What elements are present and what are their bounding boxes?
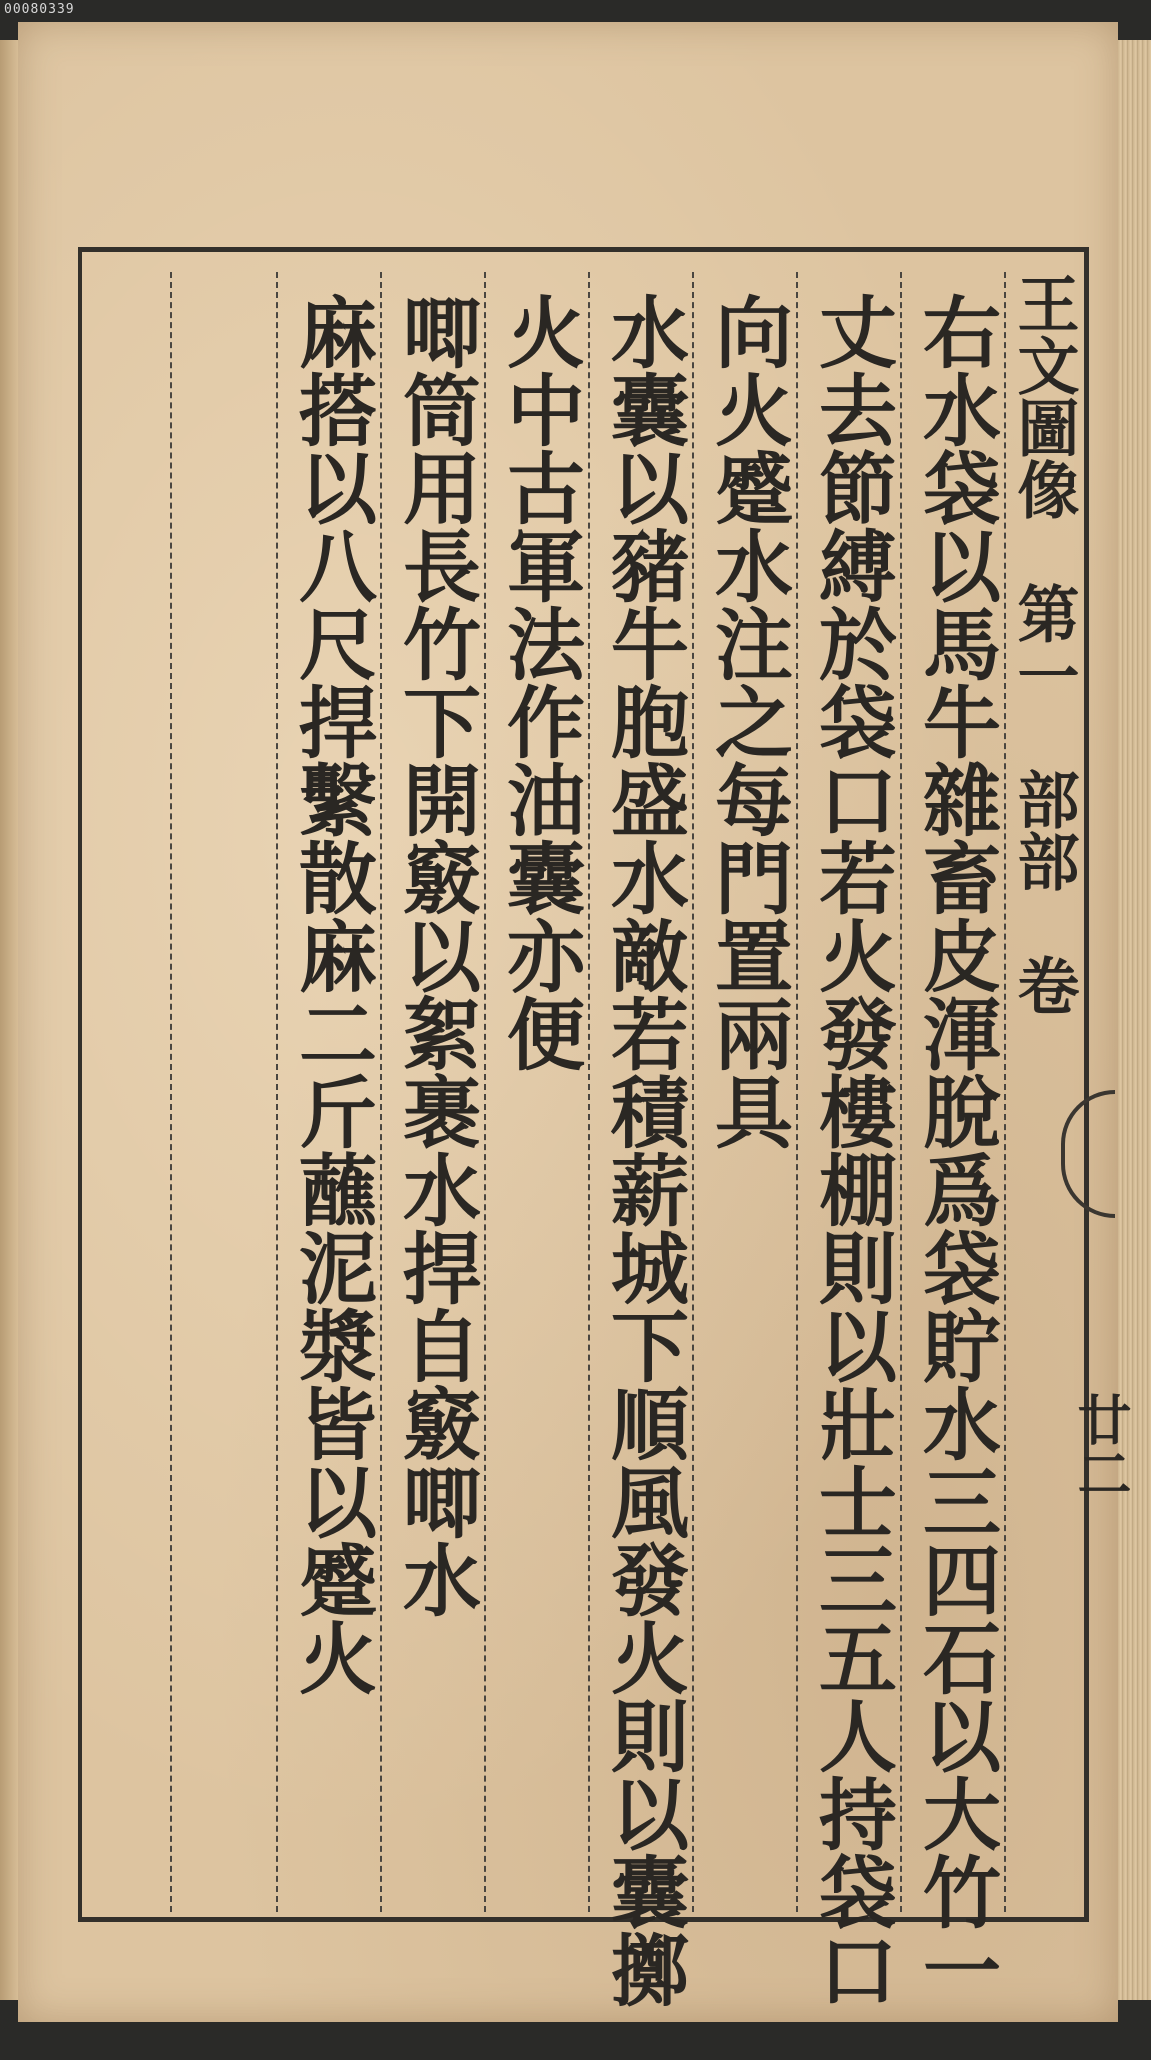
text-column-3: 向火蹙水注之每門置兩具 — [702, 292, 793, 1150]
text-column-6: 唧筒用長竹下開竅以絮裹水捍自竅唧水 — [390, 292, 481, 1618]
column-rule — [588, 272, 590, 1912]
text-column-4: 水囊以豬牛胞盛水敵若積薪城下順風發火則以囊擲 — [598, 292, 689, 2008]
page-heading: 王文圖像 第一 部部 卷 — [1007, 272, 1080, 1016]
column-rule — [276, 272, 278, 1912]
scan-id-label: 00080339 — [4, 2, 75, 17]
text-column-5: 火中古軍法作油囊亦便 — [494, 292, 585, 1072]
book-edge-right — [1113, 40, 1151, 2000]
column-rule — [900, 272, 902, 1912]
column-rule — [1004, 272, 1006, 1912]
column-rule — [484, 272, 486, 1912]
book-page — [18, 22, 1133, 2022]
text-column-7: 麻搭以八尺捍繫散麻二斤蘸泥漿皆以蹙火 — [286, 292, 377, 1696]
folio-number: 廿二 — [1069, 1392, 1133, 1500]
column-rule — [796, 272, 798, 1912]
column-rule — [380, 272, 382, 1912]
column-rule — [692, 272, 694, 1912]
text-column-1: 右水袋以馬牛雜畜皮渾脫爲袋貯水三四石以大竹一 — [910, 292, 1001, 2008]
column-rule — [170, 272, 172, 1912]
text-column-2: 丈去節縛於袋口若火發樓棚則以壯士三五人持袋口 — [806, 292, 897, 2008]
